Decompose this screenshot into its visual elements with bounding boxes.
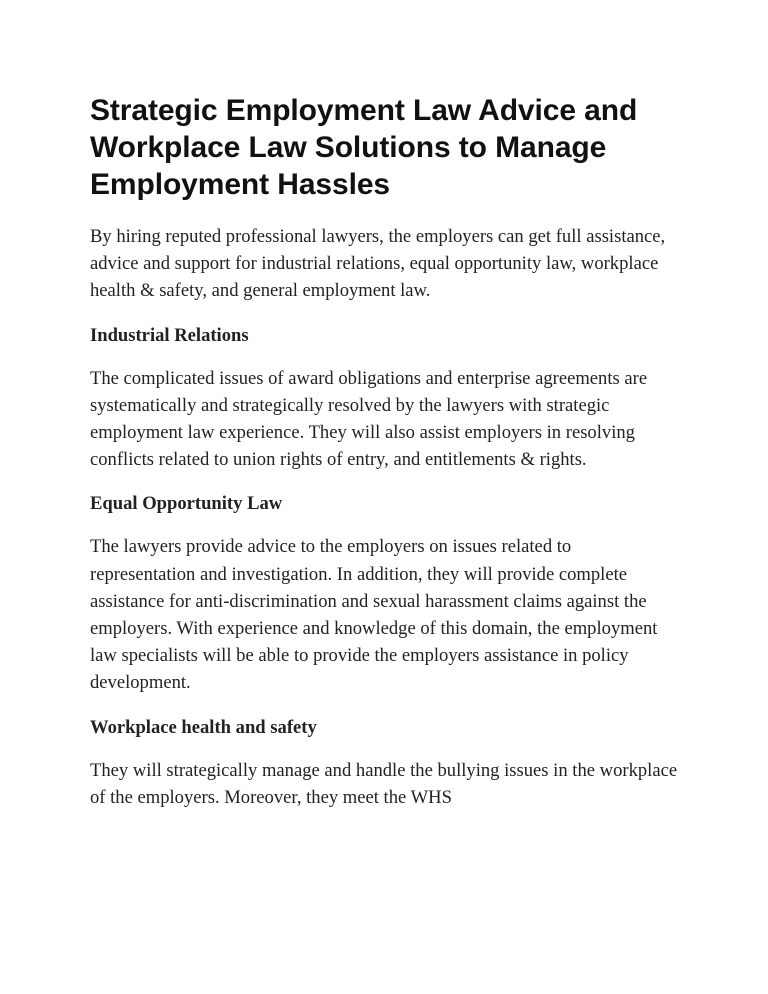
section-heading-workplace-health-safety: Workplace health and safety <box>90 716 317 738</box>
section-heading-industrial-relations: Industrial Relations <box>90 324 249 346</box>
section-body-industrial-relations: The complicated issues of award obligations and enterprise agreements are systematically and strategically resolved by the lawyers with strategic employment law experience. They will also assist employers in resolving conflicts related to union rights of entry, and entitlements & rights. <box>90 367 648 471</box>
section-heading-equal-opportunity-law: Equal Opportunity Law <box>90 493 283 515</box>
section-body-equal-opportunity-law: The lawyers provide advice to the employers on issues related to representation and investigation. In addition, they will provide complete assistance for anti-discrimination and sexual harassment claims against the employers. With experience and knowledge of this domain, the employment law specialists will be able to provide the employers assistance in policy development. <box>90 536 658 694</box>
page-title: Strategic Employment Law Advice and Workplace Law Solutions to Manage Employment Hassles <box>90 94 638 201</box>
document-page <box>90 92 680 811</box>
section-body-workplace-health-safety: They will strategically manage and handle the bullying issues in the workplace of the employers. Moreover, they meet the WHS <box>90 759 678 808</box>
intro-paragraph: By hiring reputed professional lawyers, the employers can get full assistance, advice and support for industrial relations, equal opportunity law, workplace health & safety, and general employment law. <box>90 226 666 302</box>
